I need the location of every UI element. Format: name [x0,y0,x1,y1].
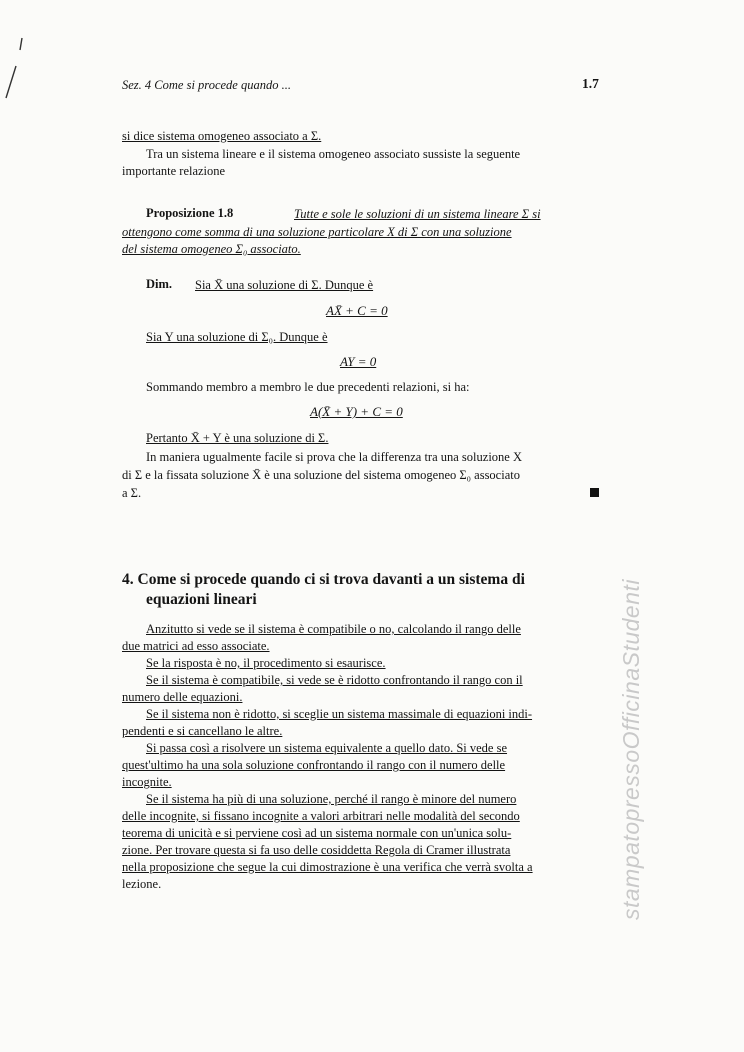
body-line: Se il sistema non è ridotto, si sceglie un sistema massimale di equazioni indi- [146,707,533,721]
equation: AY = 0 [340,354,377,369]
proof-line: di Σ e la fissata soluzione X̄ è una soluzione del sistema omogeneo Σ₀ associato [122,468,520,482]
body-line: lezione. [122,877,162,891]
section-title: 4. Come si procede quando ci si trova davanti a un sistema di [122,571,525,588]
proof-line: Sia X̄ una soluzione di Σ. Dunque è [195,278,374,292]
page-number: 1.7 [582,76,599,91]
equation: A(X̄ + Y) + C = 0 [310,404,403,419]
body-line: numero delle equazioni. [122,690,243,704]
proposition-label: Proposizione 1.8 [146,206,234,220]
proof-label: Dim. [146,277,173,291]
body-line: Si passa così a risolvere un sistema equivalente a quello dato. Si vede se [146,741,508,755]
equation: AX̄ + C = 0 [326,303,388,318]
proof-line: Sia Y una soluzione di Σ₀. Dunque è [146,330,328,344]
body-line: Se il sistema ha più di una soluzione, perché il rango è minore del numero [146,792,517,806]
text-line: si dice sistema omogeneo associato a Σ. [122,129,322,143]
body-line: quest'ultimo ha una sola soluzione confrontando il rango con il numero delle [122,758,506,772]
text-line: Tra un sistema lineare e il sistema omogeneo associato sussiste la seguente [146,147,521,161]
proof-line: Pertanto X̄ + Y è una soluzione di Σ. [146,431,329,445]
section-title: equazioni lineari [146,591,257,608]
body-line: Se il sistema è compatibile, si vede se è ridotto confrontando il rango con il [146,673,523,687]
body-line: delle incognite, si fissano incognite a valori arbitrari nelle modalità del secondo [122,809,520,823]
margin-pen-mark [2,36,26,100]
body-line: zione. Per trovare questa si fa uso delle cosiddetta Regola di Cramer illustrata [122,843,511,857]
body-line: incognite. [122,775,172,789]
proof-line: Sommando membro a membro le due precedenti relazioni, si ha: [146,380,470,394]
body-line: Anzitutto si vede se il sistema è compatibile o no, calcolando il rango delle [146,622,521,636]
body-line: pendenti e si cancellano le altre. [122,724,283,738]
body-line: teorema di unicità e si perviene così ad un sistema normale con un'unica solu- [122,826,512,840]
proof-line: a Σ. [122,486,142,500]
proof-line: In maniera ugualmente facile si prova che la differenza tra una soluzione X [146,450,522,464]
qed-square [590,488,599,497]
watermark: stampatopressoOfficinaStudenti [618,578,644,920]
body-line: Se la risposta è no, il procedimento si esaurisce. [146,656,386,670]
proposition-text: Tutte e sole le soluzioni di un sistema lineare Σ si [294,207,541,221]
proposition-text: ottengono come somma di una soluzione particolare X di Σ con una soluzione [122,225,512,239]
running-header: Sez. 4 Come si procede quando ... [122,78,291,92]
proposition-text: del sistema omogeneo Σ₀ associato. [122,242,301,256]
body-line: due matrici ad esso associate. [122,639,270,653]
body-line: nella proposizione che segue la cui dimostrazione è una verifica che verrà svolta a [122,860,533,874]
text-line: importante relazione [122,164,226,178]
